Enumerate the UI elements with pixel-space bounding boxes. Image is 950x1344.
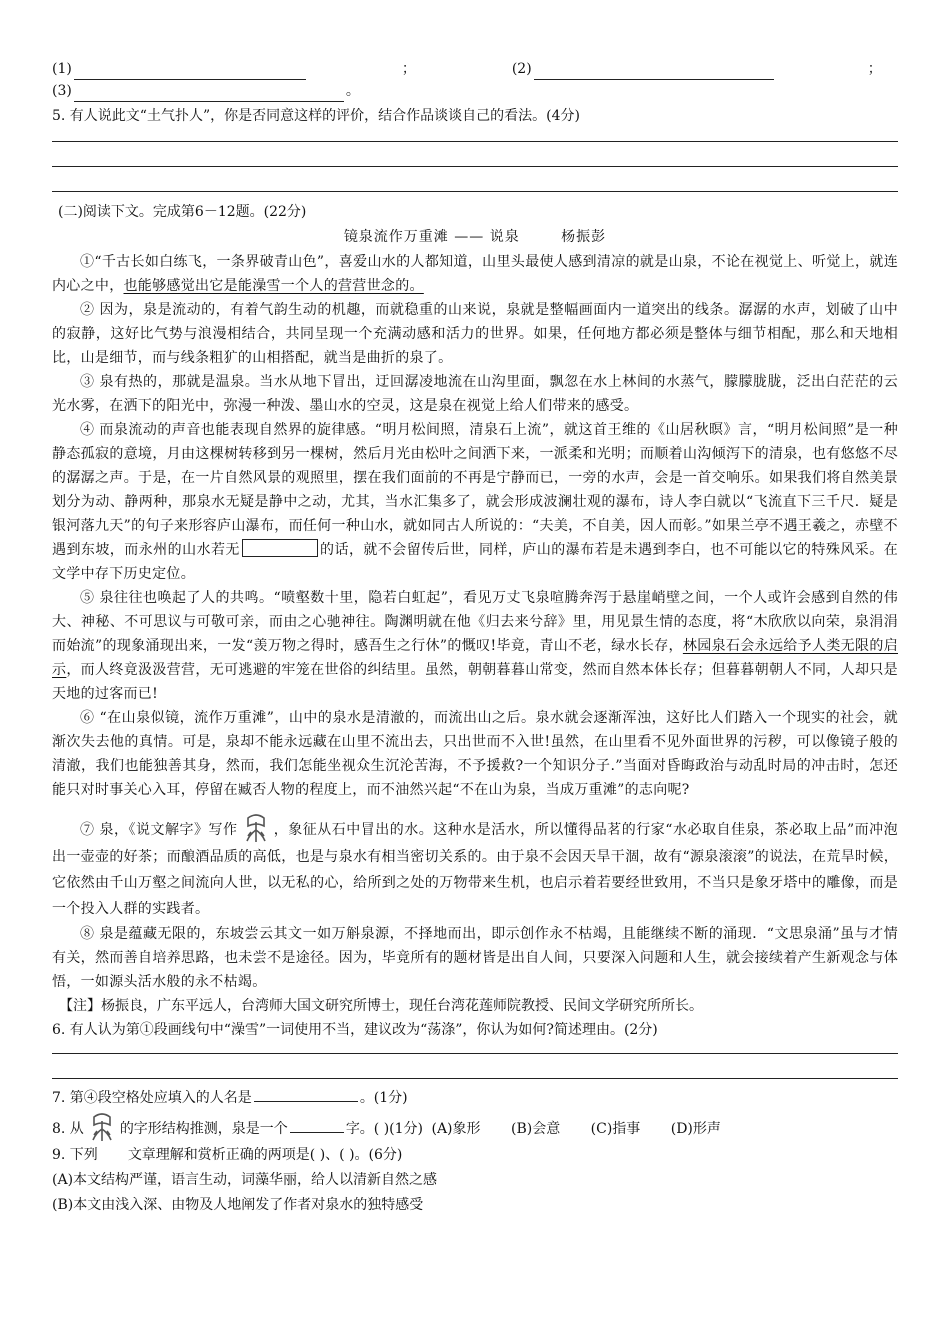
- paragraph-2: ② 因为，泉是流动的，有着气韵生动的机趣，而就稳重的山来说，泉就是整幅画面内一道突出的线条。潺潺的水声，划破了山中的寂静，这好比气势与浪漫相结合，共同呈现一个充满动感和活力的世界。如果，任何地方都必须是整体与细节相配，那么和天地相比，山是细节，而与线条粗犷的山相搭配，就当是曲折的泉了。: [52, 302, 898, 366]
- paragraph-8: ⑧ 泉是蕴藏无限的，东坡尝云其文一如万斛泉源，不择地而出，即示创作永不枯竭，且能继续不断的涌现．“文思泉涌”虽与才情有关，然而善自培养思路，也未尝不是途径。因为，毕竟所有的题材皆是出自人间，只要深入问题和人生，就会接续着产生新观念与体悟，一如源头活水般的永不枯竭。: [52, 926, 898, 990]
- question-5: 5. 有人说此文“土气扑人”，你是否同意这样的评价，结合作品谈谈自己的看法。(4分): [52, 108, 580, 124]
- option-c[interactable]: (C)指事: [590, 1121, 641, 1137]
- q9-option-a[interactable]: (A)本文结构严谨，语言生动，词藻华丽，给人以清新自然之感: [52, 1172, 438, 1188]
- answer-blank-q8[interactable]: [290, 1116, 344, 1133]
- name-fill-box[interactable]: [242, 539, 318, 557]
- end-mark-3: 。: [345, 83, 360, 99]
- paragraph-5-text-a: ⑤ 泉往往也唤起了人的共鸣。“喷壑数十里，隐若白虹起”，看见万丈飞泉喧腾奔泻于悬崖峭壁之间，一个人或许会感到自然的伟大、神秘、不可思议与可敬可亲，而由之心驰神往。陶渊明就在他《归去来兮辞》里，用见景生情的态度，将“木欣欣以向荣，泉涓涓而始流”的现象涌现出来，一发“羡万物之得时，感吾生之行休”的慨叹!毕竟，青山不老，绿水长存，: [52, 590, 898, 654]
- article-title: 镜泉流作万重滩 —— 说泉: [343, 229, 520, 245]
- paragraph-5-text-b: ，而人终竟汲汲营营，无可逃避的牢笼在世俗的纠结里。虽然，朝朝暮暮山常变，然而自然本体长存；但暮暮朝朝人不同，人却只是天地的过客而已!: [52, 662, 898, 702]
- separator-1: ；: [401, 61, 416, 77]
- question-8-text-a: 8. 从: [52, 1121, 84, 1137]
- question-7-text: 7. 第④段空格处应填入的人名是: [52, 1090, 252, 1106]
- paragraph-3: ③ 泉有热的，那就是温泉。当水从地下冒出，迂回潺凌地流在山沟里面，飘忽在水上林间的水蒸气，朦朦胧胧，泛出白茫茫的云光水雾，在洒下的阳光中，弥漫一种泼、墨山水的空灵，这是泉在视觉上给人们带来的感受。: [52, 374, 898, 414]
- question-8-text-c: 字。( )(1分): [345, 1121, 424, 1137]
- answer-blank-1[interactable]: [74, 63, 306, 80]
- blank-label-2: (2): [511, 61, 532, 77]
- author-note: 【注】杨振良，广东平远人，台湾师大国文研究所博士，现任台湾花莲师院教授、民间文学研究所所长。: [59, 998, 703, 1014]
- option-d[interactable]: (D)形声: [670, 1121, 721, 1137]
- paragraph-1: [52, 250, 898, 298]
- question-7-points: 。(1分): [359, 1090, 408, 1106]
- answer-blank-2[interactable]: [534, 63, 774, 80]
- question-9-text-a: 9. 下列: [52, 1147, 98, 1163]
- paragraph-5: [52, 586, 898, 706]
- answer-rule[interactable]: [52, 166, 898, 167]
- answer-rule[interactable]: [52, 1078, 898, 1079]
- paragraph-1-text: ①“千古长如白练飞，一条界破青山色”，喜爱山水的人都知道，山里头最使人感到清凉的就是山泉，不论在视觉上、听觉上，就连内心之中，: [52, 254, 898, 294]
- separator-2: ；: [867, 61, 882, 77]
- exam-page: [52, 58, 898, 1218]
- answer-line-3: [52, 80, 898, 102]
- underlined-sentence-1: 也能够感觉出它是能澡雪一个人的营营世念的。: [123, 278, 424, 294]
- question-9-text-b: 文章理解和赏析正确的两项是( )、( )。(6分): [127, 1147, 403, 1163]
- q9-option-b[interactable]: (B)本文由浅入深、由物及人地阐发了作者对泉水的独特感受: [52, 1197, 424, 1213]
- seal-script-quan-icon: [86, 1111, 118, 1143]
- answer-blank-q7[interactable]: [254, 1085, 358, 1102]
- question-7: [52, 1085, 898, 1111]
- answer-line-1-2: [52, 58, 898, 80]
- blank-label-1: (1): [52, 61, 72, 77]
- paragraph-6: ⑥ “在山泉似镜，流作万重滩”，山中的泉水是清澈的，而流出山之后。泉水就会逐渐浑浊，这好比人们踏入一个现实的社会，就渐次失去他的真情。可是，泉却不能永远藏在山里不流出去，只出世而不入世!虽然，在山里看不见外面世界的污秽，可以像镜子般的清澈，我们也能独善其身，然而，我们怎能坐视众生沉沦苦海，不予援救?一个知识分子.”当面对昏晦政治与动乱时局的冲击时，怎还能只对时事关心入耳，停留在臧否人物的程度上，而不油然兴起“不在山为泉，当成万重滩”的志向呢?: [52, 710, 898, 798]
- option-b[interactable]: (B)会意: [510, 1121, 561, 1137]
- answer-blank-3[interactable]: [74, 85, 344, 102]
- answer-rule[interactable]: [52, 1053, 898, 1054]
- paragraph-7: [52, 812, 898, 922]
- option-a[interactable]: (A)象形: [431, 1121, 481, 1137]
- paragraph-4: [52, 418, 898, 586]
- underlined-sentence-5: 林园泉石会永远给予人类无限的启示: [52, 638, 898, 678]
- paragraph-7-text-a: ⑦ 泉，《说文解字》写作: [80, 822, 238, 838]
- section-heading: (二)阅读下文。完成第6－12题。(22分): [58, 204, 307, 220]
- answer-rule[interactable]: [52, 141, 898, 142]
- answer-rule[interactable]: [52, 191, 898, 192]
- question-6: 6. 有人认为第①段画线句中“澡雪”一词使用不当，建议改为“荡涤”，你认为如何?简述理由。(2分): [52, 1022, 658, 1038]
- article-title-line: [52, 224, 898, 250]
- paragraph-4-text-b: 的话，就不会留传后世，同样，庐山的瀑布若是未遇到李白，也不可能以它的特殊风采。在文学中存下历史定位。: [52, 542, 898, 582]
- paragraph-4-text-a: ④ 而泉流动的声音也能表现自然界的旋律感。“明月松间照，清泉石上流”，就这首王维的《山居秋暝》言，“明月松间照”是一种静态孤寂的意境，月由这棵树转移到另一棵树，然后月光由松叶之间洒下来，一派柔和光明；而顺着山沟倾泻下的清泉，也有悠悠不尽的潺潺之声。于是，在一片自然风景的观照里，摆在我们面前的不再是宁静而已，一旁的水声，会是一首交响乐。如果我们将自然美景划分为动、静两种，那泉水无疑是静中之动，尤其，当水汇集多了，就会形成波澜壮观的瀑布，诗人李白就以“飞流直下三千尺．疑是银河落九天”的句子来形容庐山瀑布，而任何一种山水，就如同古人所说的：“夫美，不自美，因人而彰。”如果兰亭不遇王羲之，赤壁不遇到东坡，而永州的山水若无: [52, 422, 898, 558]
- article-author: 杨振彭: [561, 229, 607, 245]
- question-8-text-b: 的字形结构推测，泉是一个: [119, 1121, 288, 1137]
- paragraph-7-text-b: ，象征从石中冒出的水。这种水是活水，所以懂得品茗的行家“水必取自佳泉，茶必取上品”而冲泡出一壶壶的好茶；而酿酒品质的高低，也是与泉水有相当密切关系的。由于泉不会因天旱干涸，故有“源泉滚滚”的说法，在荒旱时候，它依然由千山万壑之间流向人世，以无私的心，给所到之处的万物带来生机，也启示着若要经世致用，不当只是象牙塔中的雕像，而是一个投入人群的实践者。: [52, 822, 898, 917]
- blank-label-3: (3): [52, 83, 72, 99]
- seal-script-quan-icon: [240, 812, 272, 844]
- question-9: [52, 1143, 898, 1168]
- question-8: [52, 1111, 898, 1143]
